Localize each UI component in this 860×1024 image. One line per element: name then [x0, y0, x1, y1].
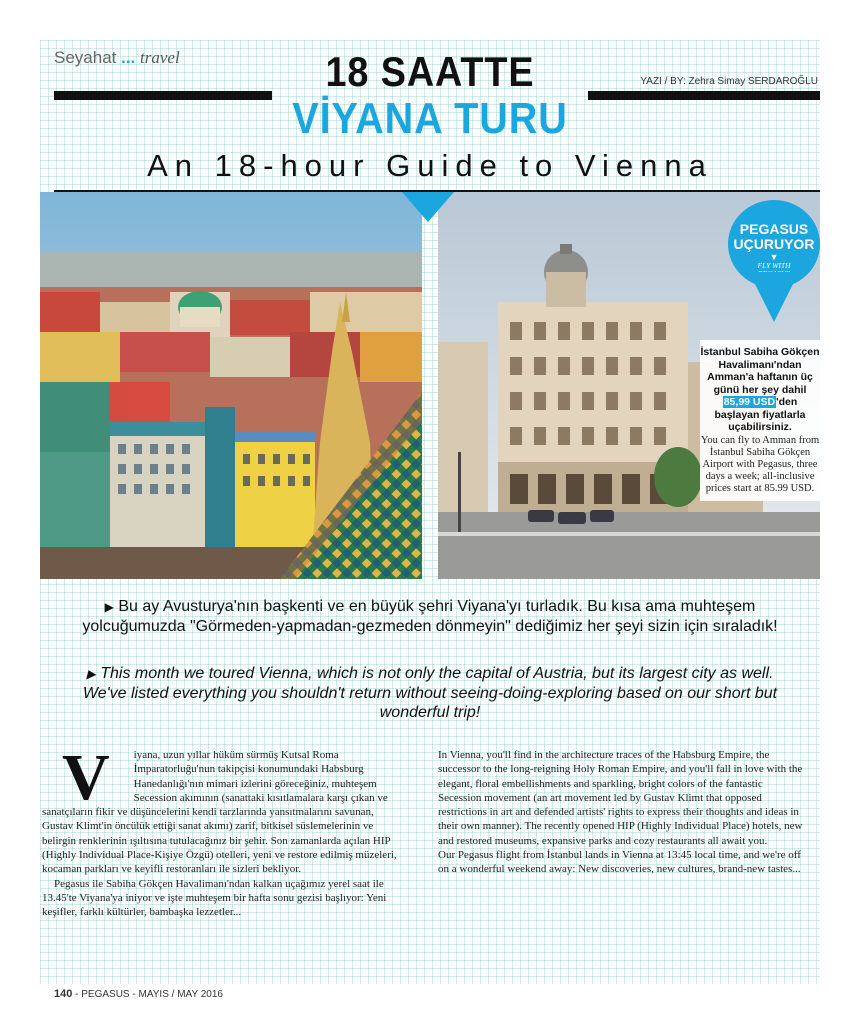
- body-en-paragraph-1: In Vienna, you'll find in the architecture traces of the Habsburg Empire, the successor to the long-reigning Holy Roman Empire, and you'll fall in love with the elegant, floral embellishments and sparkling, bright colors of the fantastic Secession movement (an art movement led by Gustav Klimt that opposed restrictions in art and defended artists' rights to express their thoughts and ideas in their own manner). The recently opened HIP (Highly Individual Place) hotels, new and restored museums, expansive parks and cozy restaurants all await you.: [438, 749, 803, 847]
- badge-sub-1: FLY WITH: [757, 261, 791, 270]
- play-marker-icon: ▶: [86, 667, 96, 681]
- intro-en-text: This month we toured Vienna, which is not only the capital of Austria, but its largest city as well. We've listed everything you shouldn't return without seeing-doing-exploring based on our short but wonderful trip!: [82, 665, 778, 721]
- body-column-tr: [42, 741, 402, 920]
- section-tag-tr: Seyahat: [54, 48, 117, 67]
- title-line-2: VİYANA TURU: [292, 94, 568, 143]
- pegasus-info-tr: [700, 346, 820, 434]
- pegasus-info-en: You can fly to Amman from İstanbul Sabiha Gökçen Airport with Pegasus, three days a week; all-inclusive prices start at 85.99 USD.: [700, 434, 820, 494]
- section-tag-en: travel: [140, 48, 180, 67]
- badge-line-2: UÇURUYOR: [733, 236, 815, 252]
- badge-line-1: PEGASUS: [739, 221, 809, 237]
- byline: YAZI / BY: Zehra Simay SERDAROĞLU: [640, 76, 818, 87]
- subtitle: An 18-hour Guide to Vienna: [147, 148, 713, 183]
- pegasus-info-box: [700, 340, 820, 501]
- body-tr-paragraph-2: Pegasus ile Sabiha Gökçen Havalimanı'ndan kalkan uçağımız yerel saat ile 13.45'te Viyana'ya iniyor ve işte muhteşem bir hafta sonu gezisi başlıyor: Yeni keşifler, farklı kültürler, bambaşka lezzetler...: [42, 877, 387, 919]
- page-footer: [54, 988, 223, 1000]
- section-tag-dots: ...: [121, 48, 136, 67]
- drop-cap: V: [62, 741, 110, 814]
- title-line-1: 18 SAATTE: [325, 48, 535, 95]
- badge-arrow-icon: ▼: [769, 252, 779, 262]
- footer-text: - PEGASUS - MAYIS / MAY 2016: [72, 989, 223, 1000]
- intro-en: [80, 664, 780, 722]
- body-column-en: [438, 748, 808, 877]
- pegasus-info-tr-2: 'den başlayan fiyatlarla uçabilirsiniz.: [714, 396, 806, 433]
- intro-tr: [80, 597, 780, 636]
- body-tr-paragraph-1: iyana, uzun yıllar hüküm sürmüş Kutsal Roma İmparatorluğu'nun takipçisi konumundaki Habsburg Hanedanlığı'nın mimari izlerini göreceğiniz, muhteşem Secession akımının (sanattaki kısıtlamalara karşı çıkan ve sanatçıların fikir ve düşüncelerini kendi tarzlarında yansıtmalarını savunan, Gustav Klimt'in öncülük ettiği sanat akımı) zarif, bitkisel süslemelerinin ve belirgin renklerinin ışıltısına tutulacağınız bir şehir. Son zamanlarda açılan HIP (Highly Individual Place-Kişiye Özgü) otelleri, yeni ve restore edilmiş müzeleri, kocaman parkları ve keyifli restoranları ile sizleri bekliyor.: [42, 749, 397, 876]
- pegasus-info-tr-1: İstanbul Sabiha Gökçen Havalimanı'ndan Amman'a haftanın üç günü her şey dahil: [700, 346, 820, 396]
- price-highlight: 85,99 USD: [723, 396, 776, 408]
- badge-pin-tail: [749, 272, 799, 322]
- page-number: 140: [54, 988, 73, 1000]
- play-marker-icon: ▶: [104, 600, 114, 614]
- badge-sub-2: PEGASUS: [757, 269, 791, 278]
- body-en-paragraph-2: Our Pegasus flight from İstanbul lands in Vienna at 13:45 local time, and we're off on a wonderful weekend away: New discoveries, new cultures, brand-new tastes...: [438, 849, 801, 876]
- vienna-rooftops-photo: [40, 192, 422, 579]
- intro-tr-text: Bu ay Avusturya'nın başkenti ve en büyük şehri Viyana'yı turladık. Bu kısa ama muhteşem yolcuğumuzda "Görmeden-yapmadan-gezmeden dönmeyin" dediğimiz her şeyi sizin için sıraladık!: [82, 598, 778, 635]
- down-triangle-icon: [402, 192, 454, 222]
- magazine-page: [40, 40, 820, 1000]
